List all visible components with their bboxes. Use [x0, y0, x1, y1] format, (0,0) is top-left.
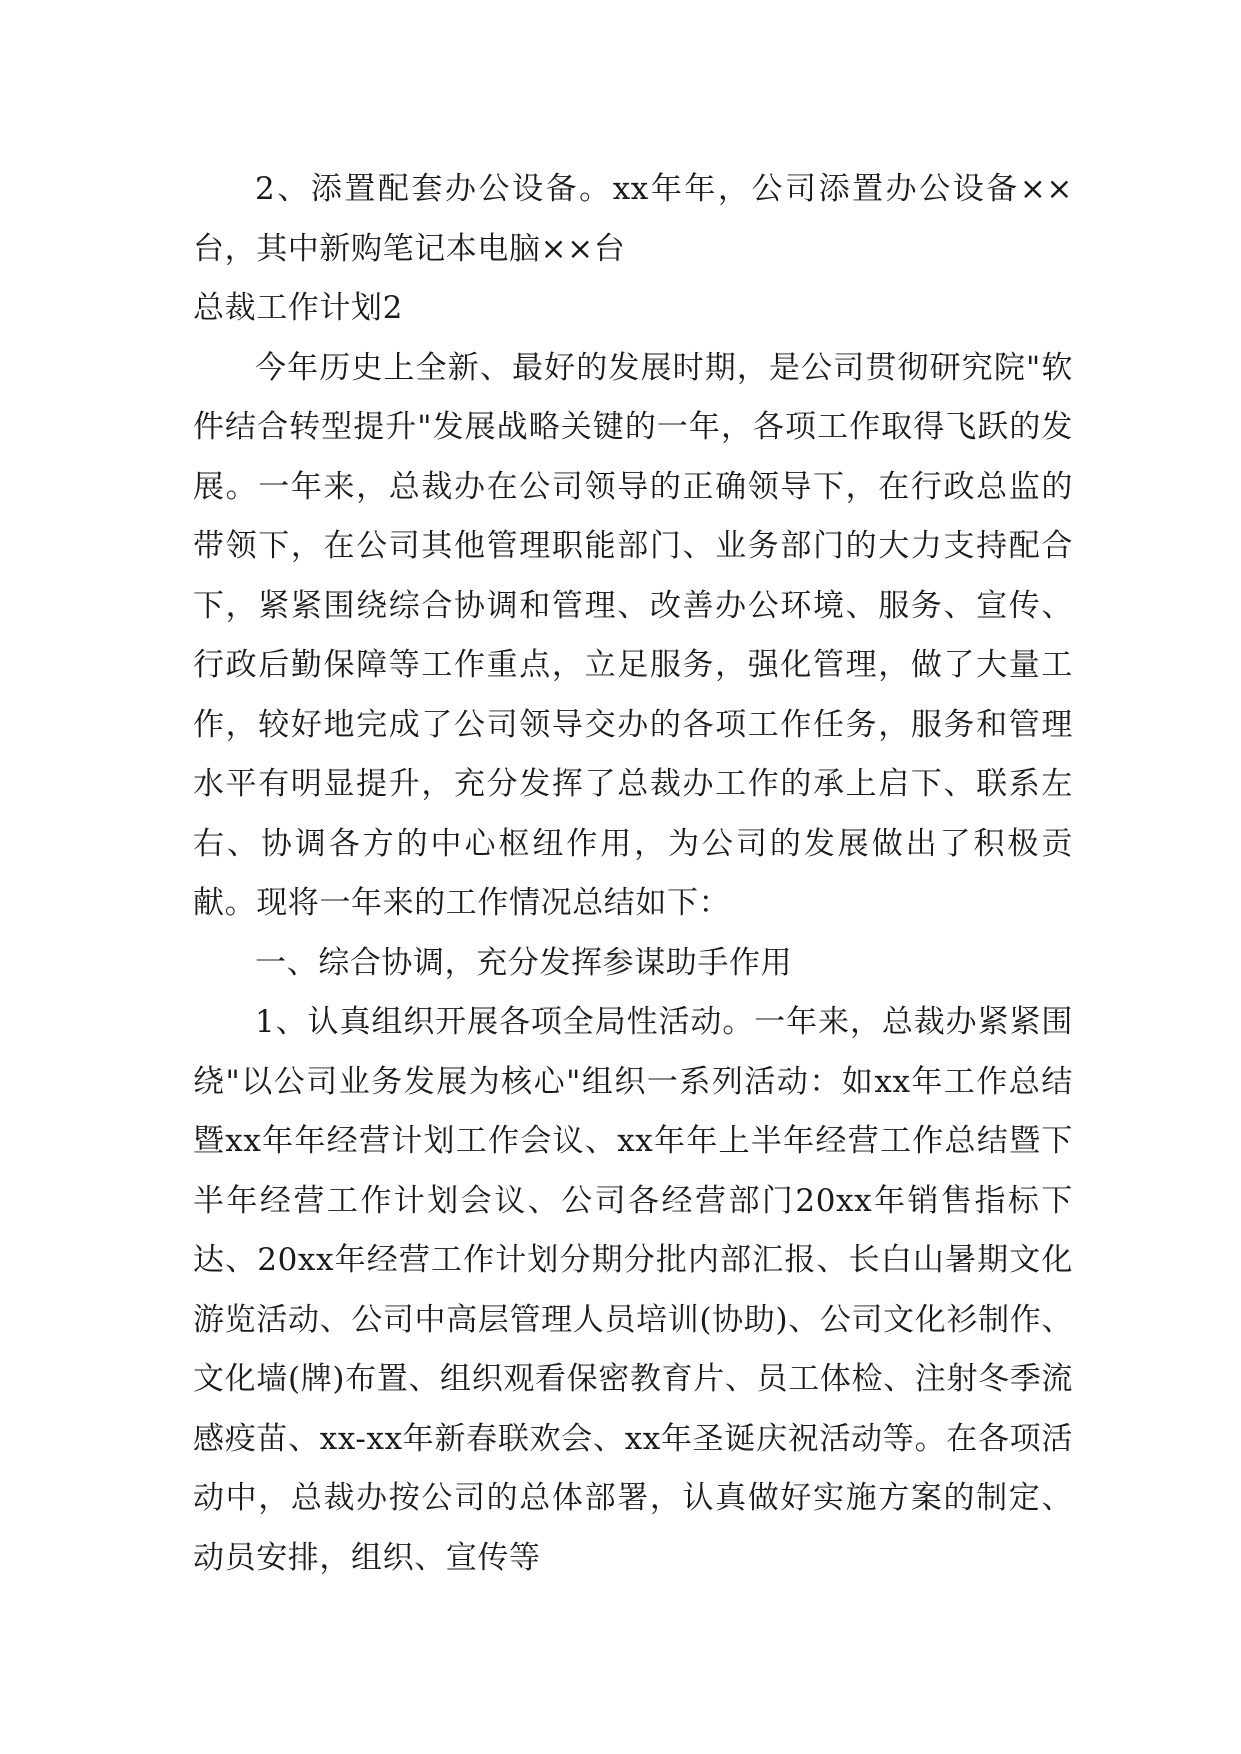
paragraph-introduction: 今年历史上全新、最好的发展时期，是公司贯彻研究院"软件结合转型提升"发展战略关键的一年，各项工作取得飞跃的发展。一年来，总裁办在公司领导的正确领导下，在行政总监的带领下，在公司其他管理职能部门、业务部门的大力支持配合下，紧紧围绕综合协调和管理、改善办公环境、服务、宣传、行政后勤保障等工作重点，立足服务，强化管理，做了大量工作，较好地完成了公司领导交办的各项工作任务，服务和管理水平有明显提升，充分发挥了总裁办工作的承上启下、联系左右、协调各方的中心枢纽作用，为公司的发展做出了积极贡献。现将一年来的工作情况总结如下：: [193, 349, 1073, 921]
document-body: [193, 160, 1073, 1588]
section-heading: 总裁工作计划2: [193, 290, 403, 326]
subsection-heading: 一、综合协调，充分发挥参谋助手作用: [255, 944, 793, 981]
paragraph-office-equipment: 2、添置配套办公设备。xx年年，公司添置办公设备××台，其中新购笔记本电脑××台: [193, 171, 1073, 267]
paragraph-activities: 1、认真组织开展各项全局性活动。一年来，总裁办紧紧围绕"以公司业务发展为核心"组织一系列活动：如xx年工作总结暨xx年年经营计划工作会议、xx年年上半年经营工作总结暨下半年经营工作计划会议、公司各经营部门20xx年销售指标下达、20xx年经营工作计划分期分批内部汇报、长白山暑期文化游览活动、公司中高层管理人员培训(协助)、公司文化衫制作、文化墙(牌)布置、组织观看保密教育片、员工体检、注射冬季流感疫苗、xx-xx年新春联欢会、xx年圣诞庆祝活动等。在各项活动中，总裁办按公司的总体部署，认真做好实施方案的制定、动员安排，组织、宣传等: [193, 1004, 1073, 1576]
